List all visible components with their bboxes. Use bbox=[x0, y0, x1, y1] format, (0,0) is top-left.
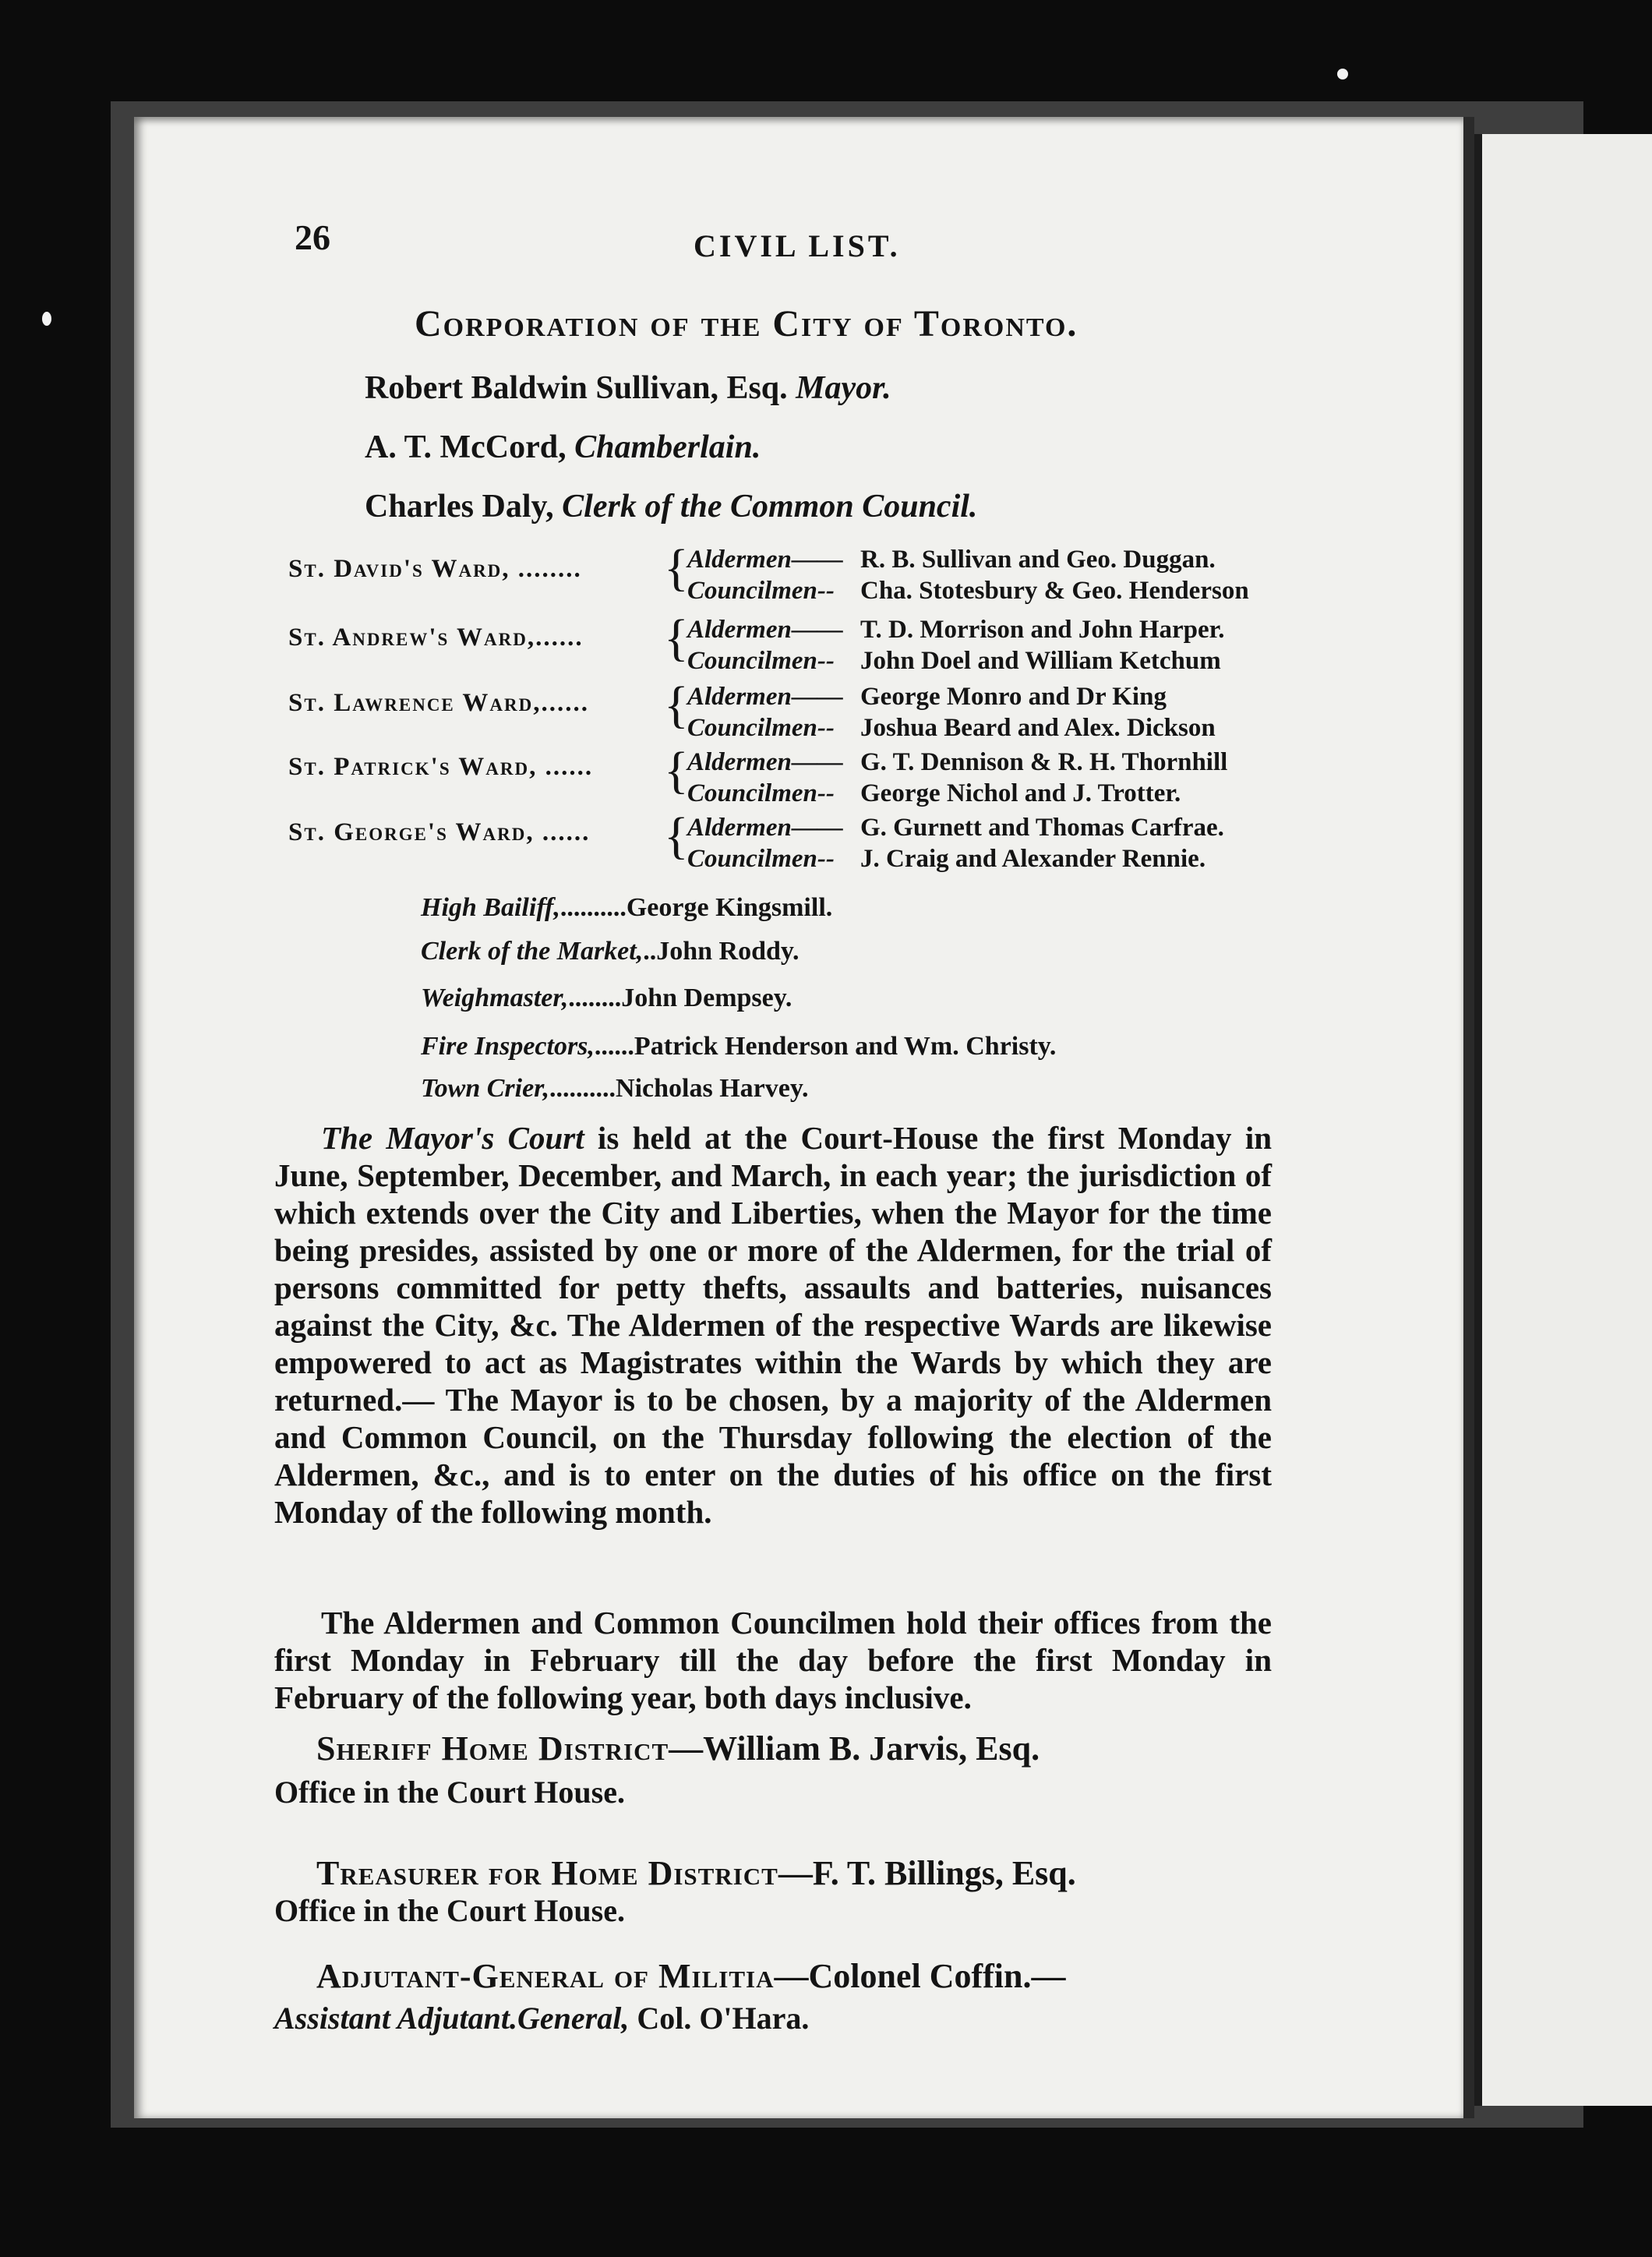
ward-aldermen: Aldermen—— G. Gurnett and Thomas Carfrae. bbox=[687, 814, 1224, 842]
ward-name: St. David's Ward, ........ bbox=[288, 555, 582, 583]
treasurer-line: Treasurer for Home District—F. T. Billings, Esq. bbox=[316, 1854, 1076, 1892]
brace-glyph: { bbox=[664, 539, 689, 596]
dust-speck bbox=[42, 312, 51, 326]
brace-glyph: { bbox=[664, 807, 689, 864]
ward-councilmen: Councilmen-- J. Craig and Alexander Rennie. bbox=[687, 845, 1206, 873]
ward-councilmen: Councilmen-- Cha. Stotesbury & Geo. Henderson bbox=[687, 577, 1249, 605]
ward-aldermen: Aldermen—— T. D. Morrison and John Harper. bbox=[687, 616, 1225, 644]
officer-row: Town Crier,..........Nicholas Harvey. bbox=[421, 1074, 809, 1103]
clerk-line bbox=[365, 488, 977, 525]
officer-row: Clerk of the Market,..John Roddy. bbox=[421, 937, 800, 966]
ward-name: St. George's Ward, ...... bbox=[288, 818, 591, 846]
ward-councilmen: Councilmen-- John Doel and William Ketchum bbox=[687, 647, 1221, 675]
facing-page-edge bbox=[1474, 134, 1652, 2106]
mayors-court-paragraph: The Mayor's Court is held at the Court-House the first Monday in June, September, December, and March, in each year; the jurisdiction of which extends over the City and Liberties, when the Mayor for the time being presides, assisted by one or more of the Aldermen, for the trial of persons committed for petty thefts, assaults and batteries, nuisances against the City, &c. The Aldermen of the respective Wards are likewise empowered to act as Magistrates within the Wards by which they are returned.— The Mayor is to be chosen, by a majority of the Aldermen and Common Council, on the Thursday following the election of the Aldermen, &c., and is to enter on the duties of his office on the first Monday of the following month. bbox=[274, 1120, 1273, 1530]
chamberlain-title: Chamberlain. bbox=[574, 429, 761, 465]
officer-row: Weighmaster,........John Dempsey. bbox=[421, 984, 792, 1012]
sheriff-line: Sheriff Home District—William B. Jarvis, Esq. bbox=[316, 1729, 1040, 1768]
ward-aldermen: Aldermen—— G. T. Dennison & R. H. Thornhill bbox=[687, 748, 1228, 776]
assistant-adjutant-line: Assistant Adjutant.General, Col. O'Hara. bbox=[274, 2001, 810, 2036]
corporation-title: Corporation of the City of Toronto. bbox=[415, 303, 1078, 344]
mayor-name: Robert Baldwin Sullivan, Esq. bbox=[365, 370, 788, 406]
clerk-name: Charles Daly, bbox=[365, 489, 554, 525]
chamberlain-line bbox=[365, 429, 761, 466]
treasurer-office: Office in the Court House. bbox=[274, 1893, 625, 1928]
ward-name: St. Lawrence Ward,...... bbox=[288, 689, 590, 717]
page-number: 26 bbox=[295, 217, 330, 257]
ward-name: St. Andrew's Ward,...... bbox=[288, 623, 584, 652]
dust-speck bbox=[1337, 69, 1348, 79]
ward-aldermen: Aldermen—— George Monro and Dr King bbox=[687, 683, 1167, 711]
chamberlain-name: A. T. McCord, bbox=[365, 429, 567, 465]
officer-row: High Bailiff,..........George Kingsmill. bbox=[421, 893, 833, 922]
brace-glyph: { bbox=[664, 609, 689, 666]
mayor-title: Mayor. bbox=[796, 370, 891, 406]
ward-aldermen: Aldermen—— R. B. Sullivan and Geo. Duggan. bbox=[687, 546, 1216, 574]
ward-councilmen: Councilmen-- George Nichol and J. Trotter. bbox=[687, 779, 1181, 807]
running-title: CIVIL LIST. bbox=[694, 228, 901, 263]
brace-glyph: { bbox=[664, 676, 689, 733]
ward-councilmen: Councilmen-- Joshua Beard and Alex. Dickson bbox=[687, 714, 1216, 742]
book-page bbox=[134, 117, 1463, 2118]
mayor-line bbox=[365, 369, 891, 407]
adjutant-line: Adjutant-General of Militia—Colonel Coffin.— bbox=[316, 1957, 1066, 1995]
brace-glyph: { bbox=[664, 742, 689, 799]
sheriff-office: Office in the Court House. bbox=[274, 1775, 625, 1810]
terms-paragraph: The Aldermen and Common Councilmen hold their offices from the first Monday in February till the day before the first Monday in February of the following year, both days inclusive. bbox=[274, 1605, 1272, 1715]
officer-row: Fire Inspectors,......Patrick Henderson and Wm. Christy. bbox=[421, 1032, 1057, 1061]
clerk-title: Clerk of the Common Council. bbox=[562, 489, 978, 525]
ward-name: St. Patrick's Ward, ...... bbox=[288, 753, 594, 781]
